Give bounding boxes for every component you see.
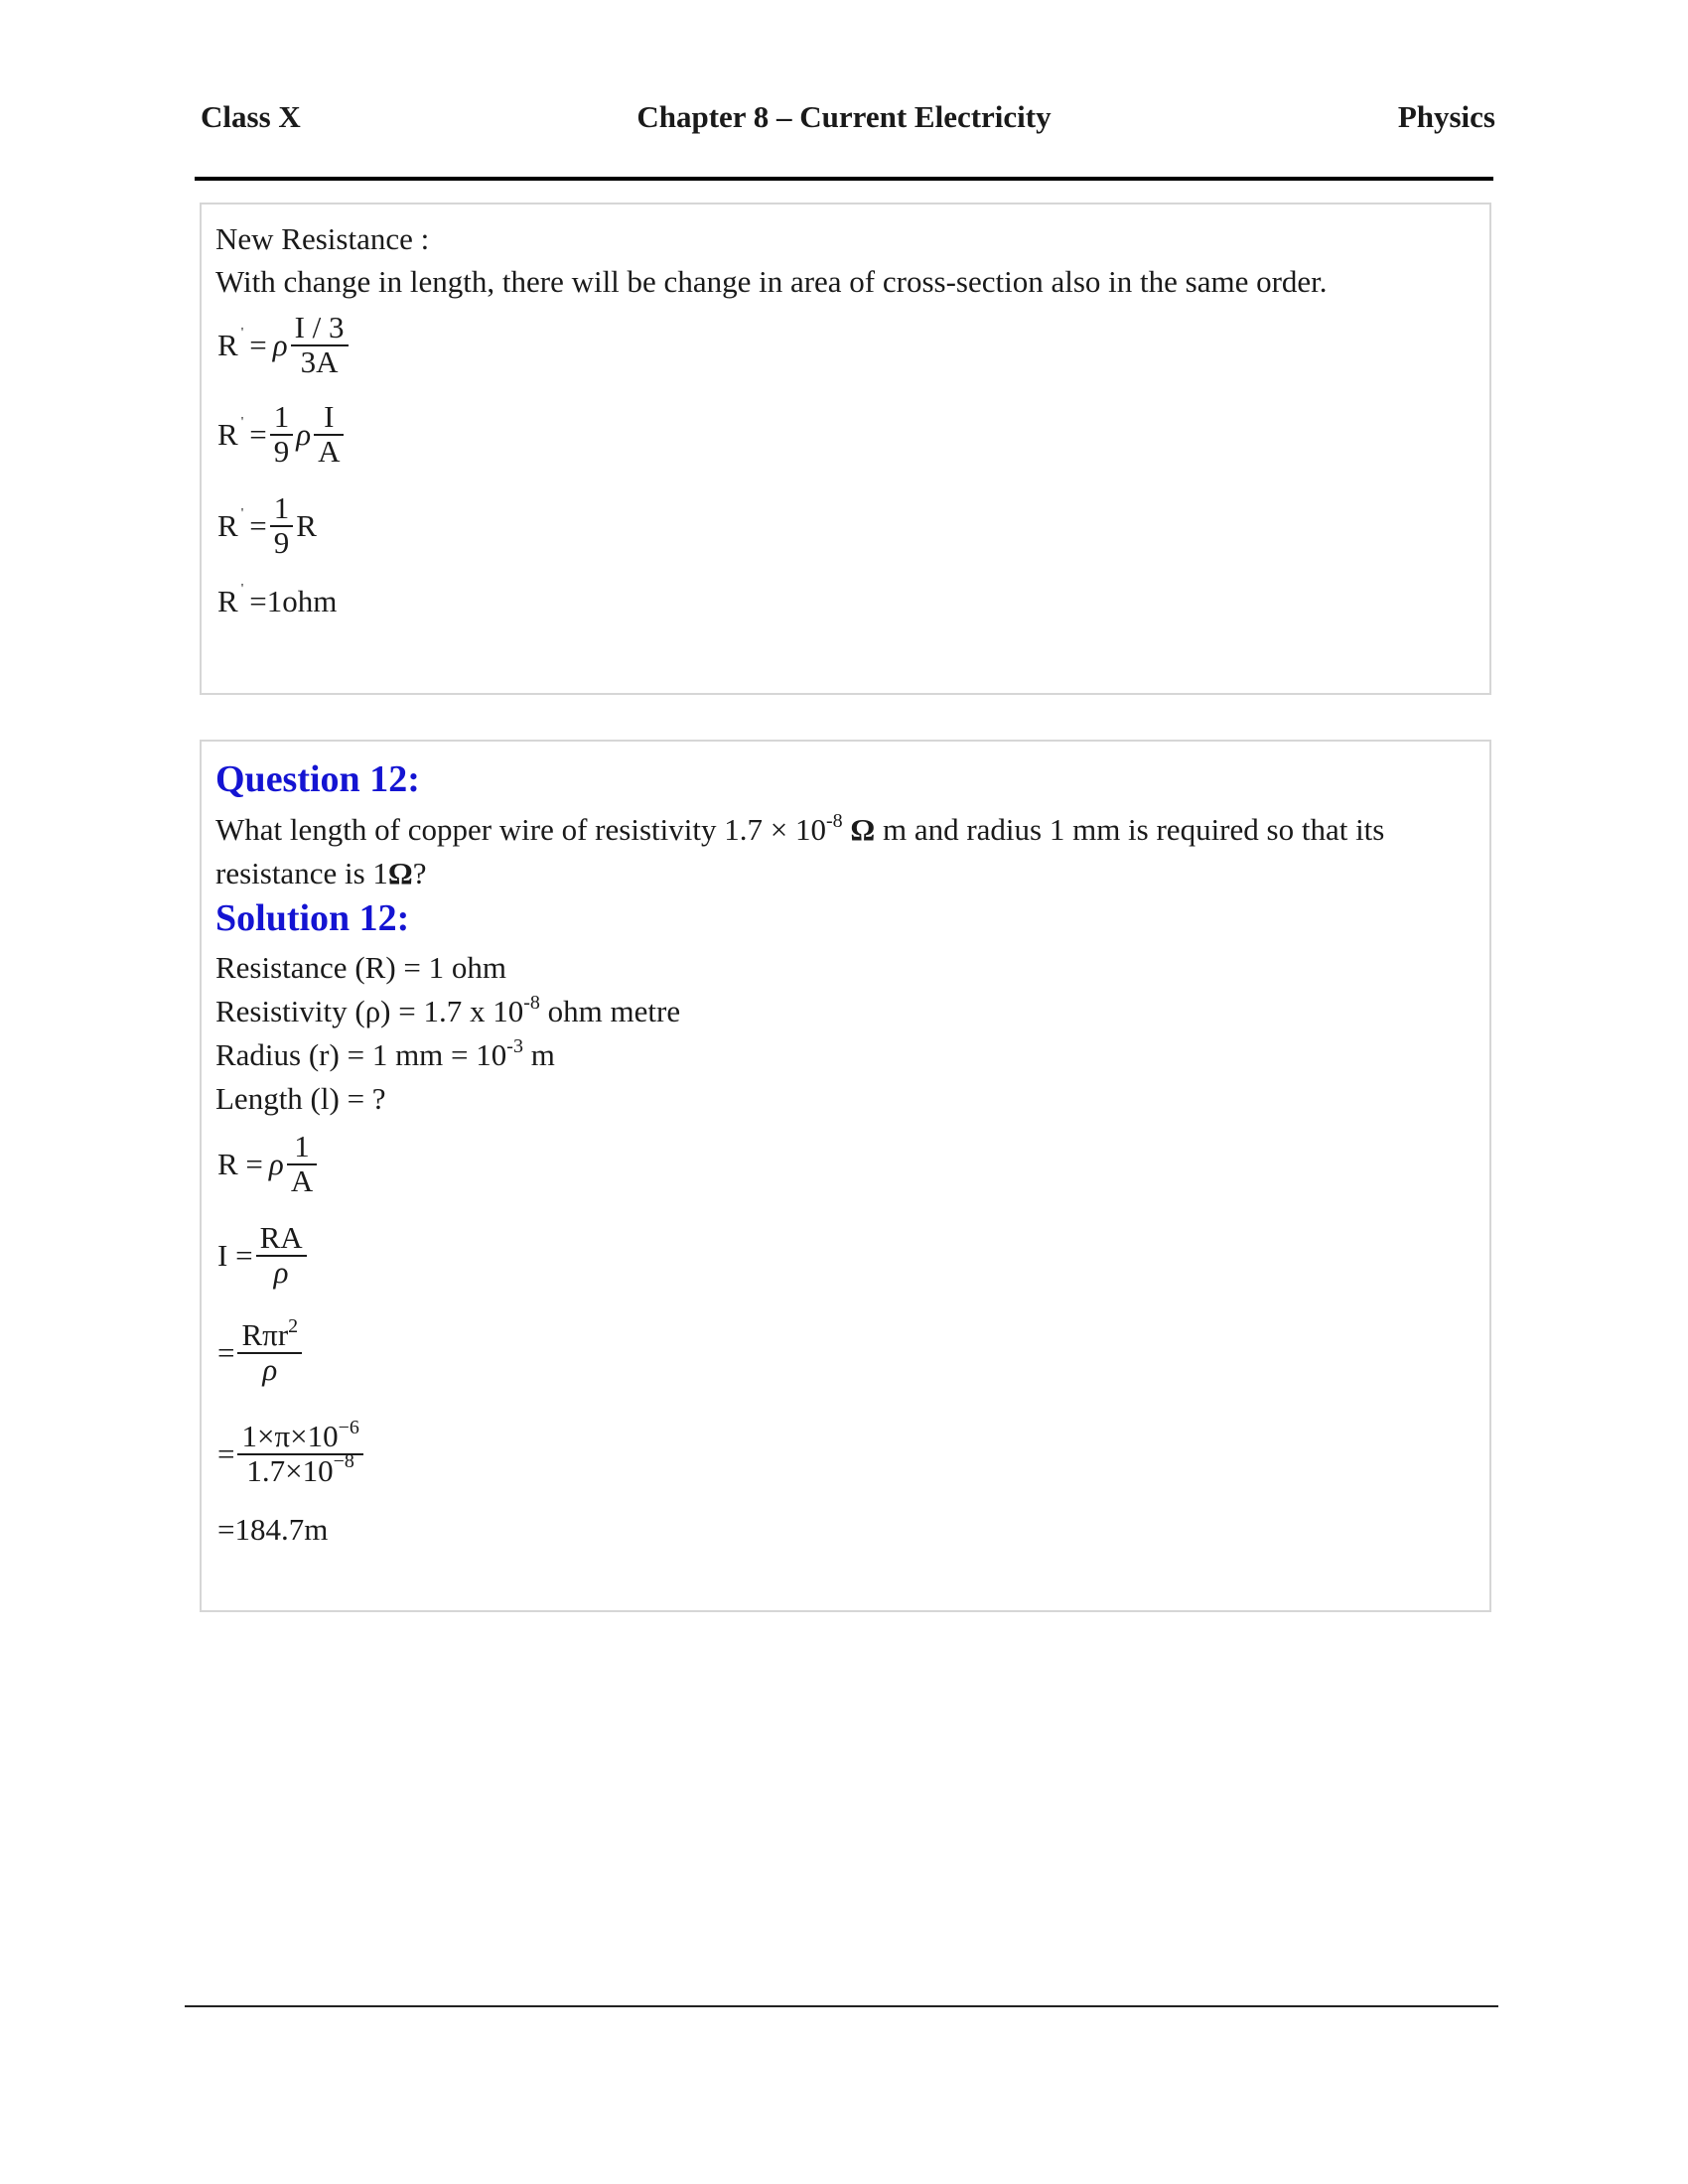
fraction-numerator: $1\times\pi\times 10^{-6}$ <box>241 1416 359 1453</box>
fraction <box>270 492 294 559</box>
continuation-box <box>200 203 1491 695</box>
equation-new-resistance-result <box>217 584 337 619</box>
question-heading: Question 12: <box>215 758 420 800</box>
eq-prime: ' <box>240 505 244 521</box>
header-rule <box>195 177 1493 181</box>
fraction-denominator: A <box>318 433 341 469</box>
question-text-line-2: resistance is 1Ω? <box>215 856 427 890</box>
eq-symbol-r: R <box>217 507 238 543</box>
equation-length-result <box>217 1512 328 1548</box>
fraction <box>287 1131 317 1197</box>
fraction-numerator: RA <box>259 1220 303 1255</box>
fraction-denominator: A <box>290 1162 314 1198</box>
header-chapter-title: Chapter 8 – Current Electricity <box>636 99 1052 134</box>
equation-new-resistance-1 <box>217 312 352 378</box>
fraction-denominator: 9 <box>273 524 290 560</box>
equation-length-substitution <box>217 1314 305 1387</box>
fraction <box>314 401 344 468</box>
given-resistance: Resistance (R) = 1 ohm <box>215 950 506 985</box>
fraction <box>237 1314 302 1387</box>
eq-symbol-r: R <box>296 507 317 543</box>
question-text-line-1: What length of copper wire of resistivity $1.7 \times 10^{-8}$ Ω m and radius 1 mm is required so that its <box>215 809 1385 847</box>
eq-equals: = <box>249 507 267 543</box>
eq-prime: ' <box>240 325 244 341</box>
eq-result: =1ohm <box>249 584 338 618</box>
equation-length-values <box>217 1416 366 1488</box>
eq-rho: ρ <box>296 416 312 452</box>
fraction <box>237 1416 362 1488</box>
eq-lhs: R = <box>217 1146 263 1181</box>
eq-symbol-r: R <box>217 584 238 618</box>
eq-symbol-r: R <box>217 327 238 362</box>
fraction <box>270 401 294 468</box>
eq-rho: ρ <box>268 1146 284 1181</box>
fraction-numerator: I <box>324 399 335 434</box>
new-resistance-label: New Resistance : <box>215 221 430 256</box>
given-radius: Radius (r) = 1 mm = $10^{-3}$ m <box>215 1034 555 1072</box>
fraction <box>256 1222 307 1289</box>
question-12-box <box>200 740 1491 1612</box>
eq-equals: = <box>217 1435 235 1471</box>
fraction-denominator: 9 <box>273 433 290 469</box>
fraction-numerator: Rπr$^2$ <box>241 1314 299 1352</box>
fraction-numerator: I / 3 <box>294 310 345 344</box>
solution-heading: Solution 12: <box>215 897 410 939</box>
fraction-denominator: 3A <box>300 343 339 379</box>
fraction-denominator: ρ <box>273 1254 289 1290</box>
header-class: Class X <box>201 99 301 134</box>
fraction-numerator: 1 <box>273 399 290 434</box>
given-length: Length (l) = ? <box>215 1081 386 1116</box>
eq-prime: ' <box>240 414 244 430</box>
equation-length-formula <box>217 1222 310 1289</box>
eq-equals: = <box>249 327 267 362</box>
fraction-numerator: 1 <box>294 1129 310 1163</box>
eq-equals: = <box>217 1334 235 1370</box>
eq-prime: ' <box>240 582 244 597</box>
eq-equals: = <box>249 416 267 452</box>
eq-lhs: I = <box>217 1237 253 1273</box>
equation-new-resistance-2 <box>217 401 347 468</box>
header-subject: Physics <box>1397 99 1495 134</box>
fraction <box>291 312 349 378</box>
eq-symbol-r: R <box>217 416 238 452</box>
fraction-denominator: ρ <box>262 1351 278 1387</box>
area-change-note: With change in length, there will be change in area of cross-section also in the same order. <box>215 264 1328 299</box>
equation-new-resistance-3 <box>217 492 317 559</box>
footer-rule <box>185 2005 1498 2007</box>
fraction-numerator: 1 <box>273 490 290 525</box>
eq-rho: ρ <box>272 327 288 362</box>
fraction-denominator: $1.7\times 10^{-8}$ <box>246 1450 354 1488</box>
equation-resistance-formula <box>217 1131 320 1197</box>
given-resistivity: Resistivity (ρ) = 1.7 x $10^{-8}$ ohm metre <box>215 991 681 1028</box>
eq-result: =184.7m <box>217 1512 329 1547</box>
